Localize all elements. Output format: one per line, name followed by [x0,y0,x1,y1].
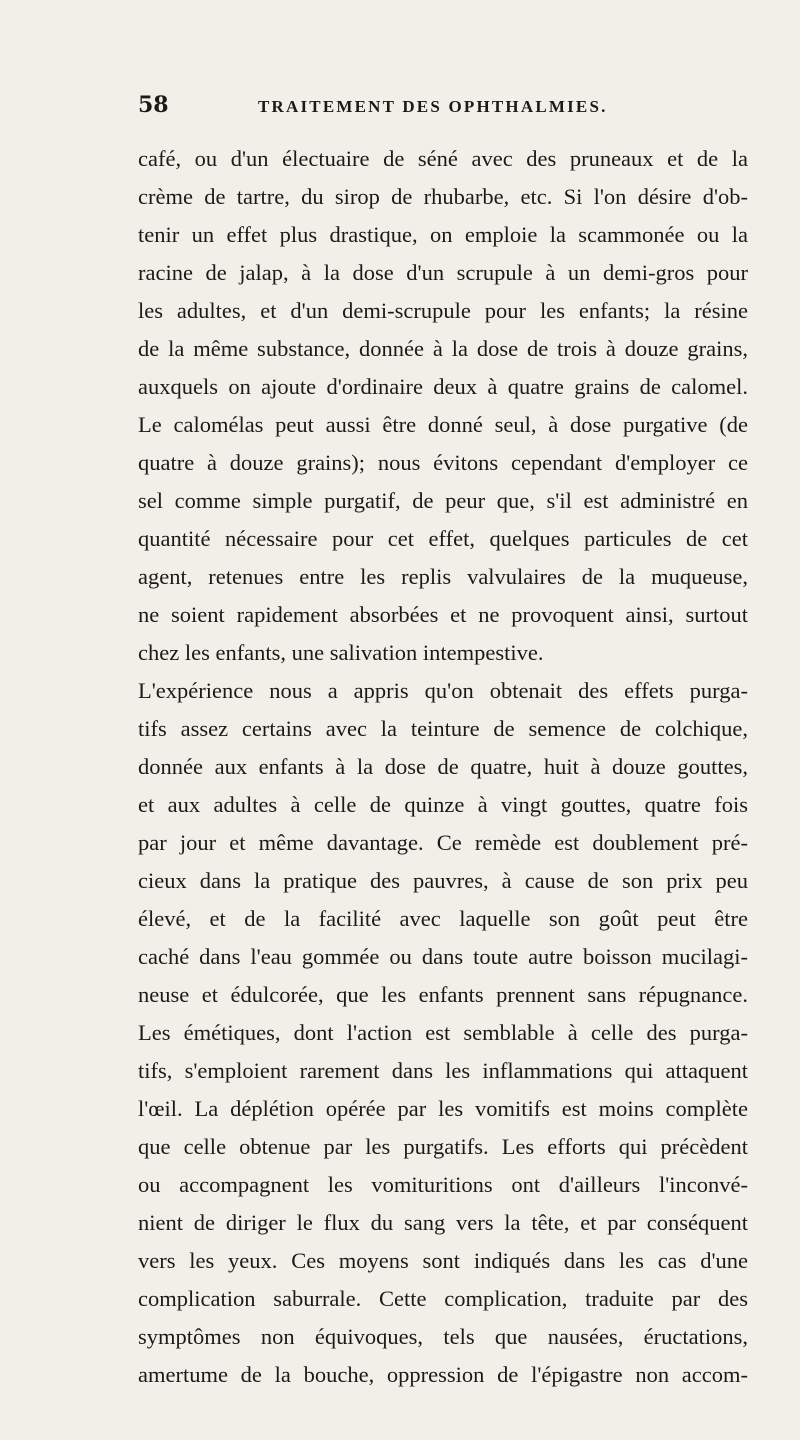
text-line-9: quatre à douze grains); nous évitons cependant d'employer ce [138,450,748,475]
text-line-4: racine de jalap, à la dose d'un scrupule à un demi-gros pour [138,260,748,285]
text-line-17: donnée aux enfants à la dose de quatre, huit à douze gouttes, [138,754,748,779]
text-line-20: cieux dans la pratique des pauvres, à cause de son prix peu [138,868,748,893]
text-line-13: ne soient rapidement absorbées et ne provoquent ainsi, surtout [138,602,748,627]
body-text [138,140,748,1394]
text-line-30: vers les yeux. Ces moyens sont indiqués dans les cas d'une [138,1248,748,1273]
text-line-14: chez les enfants, une salivation intempestive. [138,640,544,665]
running-head [138,92,748,124]
text-line-28: ou accompagnent les vomituritions ont d'ailleurs l'inconvé- [138,1172,748,1197]
text-line-22: caché dans l'eau gommée ou dans toute autre boisson mucilagi- [138,944,748,969]
text-line-2: crème de tartre, du sirop de rhubarbe, etc. Si l'on désire d'ob- [138,184,748,209]
text-line-12: agent, retenues entre les replis valvulaires de la muqueuse, [138,564,748,589]
text-line-15: L'expérience nous a appris qu'on obtenait des effets purga- [138,678,748,703]
text-line-26: l'œil. La déplétion opérée par les vomitifs est moins complète [138,1096,748,1121]
text-line-31: complication saburrale. Cette complication, traduite par des [138,1286,748,1311]
text-line-23: neuse et édulcorée, que les enfants prennent sans répugnance. [138,982,748,1007]
text-line-32: symptômes non équivoques, tels que nausées, éructations, [138,1324,748,1349]
text-line-8: Le calomélas peut aussi être donné seul, à dose purgative (de [138,412,748,437]
running-title: TRAITEMENT DES OPHTHALMIES. [258,97,608,116]
text-line-10: sel comme simple purgatif, de peur que, s'il est administré en [138,488,748,513]
text-line-27: que celle obtenue par les purgatifs. Les efforts qui précèdent [138,1134,748,1159]
text-line-29: nient de diriger le flux du sang vers la tête, et par conséquent [138,1210,748,1235]
text-line-7: auxquels on ajoute d'ordinaire deux à quatre grains de calomel. [138,374,748,399]
text-line-33: amertume de la bouche, oppression de l'épigastre non accom- [138,1362,748,1387]
text-line-24: Les émétiques, dont l'action est semblable à celle des purga- [138,1020,748,1045]
text-line-5: les adultes, et d'un demi-scrupule pour les enfants; la résine [138,298,748,323]
text-line-21: élevé, et de la facilité avec laquelle son goût peut être [138,906,748,931]
text-line-16: tifs assez certains avec la teinture de semence de colchique, [138,716,748,741]
text-line-1: café, ou d'un électuaire de séné avec des pruneaux et de la [138,146,748,171]
page-number: 58 [138,92,169,118]
text-line-6: de la même substance, donnée à la dose de trois à douze grains, [138,336,748,361]
text-line-11: quantité nécessaire pour cet effet, quelques particules de cet [138,526,748,551]
text-line-25: tifs, s'emploient rarement dans les inflammations qui attaquent [138,1058,748,1083]
text-line-19: par jour et même davantage. Ce remède est doublement pré- [138,830,748,855]
text-line-18: et aux adultes à celle de quinze à vingt gouttes, quatre fois [138,792,748,817]
text-line-3: tenir un effet plus drastique, on emploie la scammonée ou la [138,222,748,247]
